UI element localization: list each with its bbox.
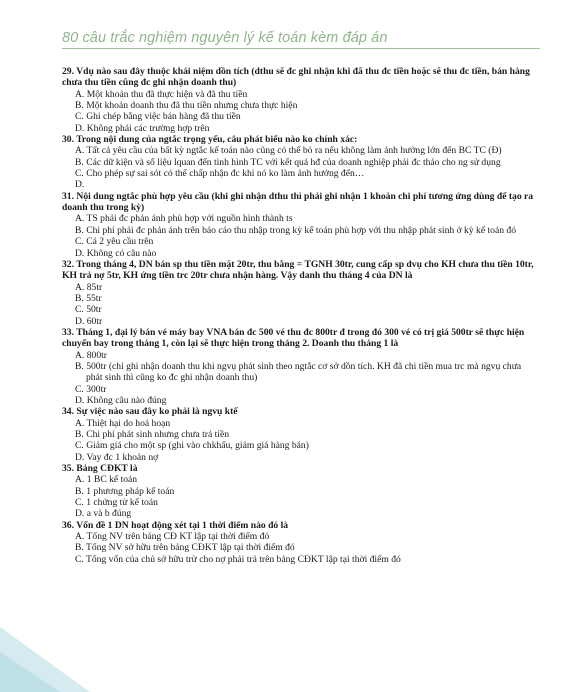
header-divider [62, 48, 540, 49]
answer-option: C. Giảm giá cho một sp (ghi vào chkhấu, giảm giá hàng bán) [75, 440, 309, 452]
answer-option: D. Không phải các trường hợp trên [75, 122, 210, 134]
answer-option: D. Vay đc 1 khoản nợ [75, 451, 159, 463]
question-text: 29. Vdụ nào sau đây thuộc khái niệm dồn tích (dthu sẽ đc ghi nhận khi đã thu đc tiền hoặc sẽ thu đc tiền, bán hàng chưa thu tiền cũng đc ghi nhận doanh thu) [62, 66, 530, 89]
question-item [62, 520, 540, 565]
question-text: 35. Bảng CĐKT là [62, 463, 138, 475]
question-item [62, 327, 540, 406]
answer-option: A. TS phải đc phản ánh phù hợp với nguồn hình thành ts [75, 213, 293, 225]
answer-option: A. 800tr [75, 349, 107, 361]
answer-option: B. Chi phí phải đc phản ánh trên báo cáo thu nhập trong kỳ kế toán phù hợp với thu nhập phát sinh ở kỳ kế toán đó [75, 224, 516, 236]
answer-option: A. Thiệt hại do hoả hoạn [75, 417, 171, 429]
answer-option: D. [75, 179, 85, 191]
answer-option: A. Một khoản thu đã thực hiện và đã thu tiền [75, 88, 248, 100]
question-text: 36. Vốn đề 1 DN hoạt động xét tại 1 thời điểm nào đó là [62, 519, 289, 531]
question-item [62, 406, 540, 463]
answer-option: C. Ghi chép bằng việc bán hàng đã thu tiền [75, 111, 241, 123]
answer-option: B. 55tr [75, 292, 102, 304]
answer-option: C. Tổng vốn của chủ sở hữu trừ cho nợ phải trả trên bảng CĐKT lập tại thời điểm đó [75, 553, 401, 565]
question-text: 33. Tháng 1, đại lý bán vé máy bay VNA bán đc 500 vé thu đc 800tr đ trong đó 300 vé có trị giá 500tr sẽ thực hiện chuyến bay trong tháng 1, còn lại sẽ thực hiện trong tháng 2. Doanh thu tháng 1 là [62, 326, 525, 350]
answer-option: B. Tổng NV sở hữu trên bảng CĐKT lập tại thời điểm đó [75, 542, 295, 554]
answer-option: D. Không có câu nào [75, 247, 157, 259]
question-list [62, 66, 540, 565]
answer-option: D. a và b đúng [75, 508, 132, 520]
question-item [62, 66, 540, 134]
answer-option: A. Tất cả yêu cầu của bất kỳ ngtắc kế toán nào cũng có thể bỏ ra nếu không làm ảnh hưởng lớn đến BC TC (Đ) [75, 145, 502, 157]
answer-option: C. 50tr [75, 304, 102, 316]
corner-decoration [0, 597, 90, 692]
question-item [62, 259, 540, 327]
answer-option: B. Các dữ kiện và số liệu lquan đến tình hình TC với kết quả hđ của doanh nghiệp phải đc thảo cho ng sử dụng [75, 156, 501, 168]
answer-option: C. Cả 2 yêu cầu trên [75, 236, 154, 248]
question-text: 31. Nội dung ngtắc phù hợp yêu cầu (khi ghi nhận dthu thì phải ghi nhận 1 khoản chi phí tương ứng dùng để tạo ra doanh thu trong kỳ) [62, 190, 534, 214]
answer-option: D. Không câu nào đúng [75, 394, 167, 406]
answer-option: B. Chi phí phát sinh nhưng chưa trả tiền [75, 429, 230, 440]
answer-option: A. Tổng NV trên bảng CĐ KT lập tại thời điểm đó [75, 531, 270, 543]
question-item [62, 134, 540, 191]
question-text: 32. Trong tháng 4, DN bán sp thu tiền mặt 20tr, thu bằng = TGNH 30tr, cung cấp sp dvụ cho KH chưa thu tiền 10tr, KH trả nợ 5tr, KH ứng tiền trc 20tr chưa nhận hàng. Vậy danh thu tháng 4 của DN là [62, 258, 534, 282]
answer-option: A. 1 BC kế toán [75, 474, 138, 486]
question-item [62, 191, 540, 259]
answer-option: B. 1 phương pháp kế toán [75, 485, 175, 497]
question-text: 34. Sự việc nào sau đây ko phải là ngvụ ktế [62, 406, 238, 418]
question-text: 30. Trong nội dung của ngtắc trọng yếu, câu phát biểu nào ko chính xác: [62, 134, 358, 146]
answer-option: A. 85tr [75, 281, 103, 293]
answer-option: D. 60tr [75, 315, 103, 327]
answer-option: C. 300tr [75, 383, 107, 395]
question-item [62, 463, 540, 520]
answer-option: B. Một khoản doanh thu đã thu tiền nhưng chưa thực hiện [75, 100, 298, 112]
answer-option: C. 1 chứng từ kế toán [75, 497, 158, 509]
answer-option: B. 500tr (chỉ ghi nhận doanh thu khi ngvụ phát sinh theo ngtắc cơ sở dồn tích. KH đã chi tiền mua trc mà ngvụ chưa phát sinh thì cũng ko đc ghi nhận doanh thu) [75, 360, 522, 384]
answer-option: C. Cho phép sự sai sót có thể chấp nhận đc khi nó ko làm ảnh hưởng đến… [75, 168, 365, 180]
page-title: 80 câu trắc nghiệm nguyên lý kế toán kèm đáp án [62, 30, 388, 46]
